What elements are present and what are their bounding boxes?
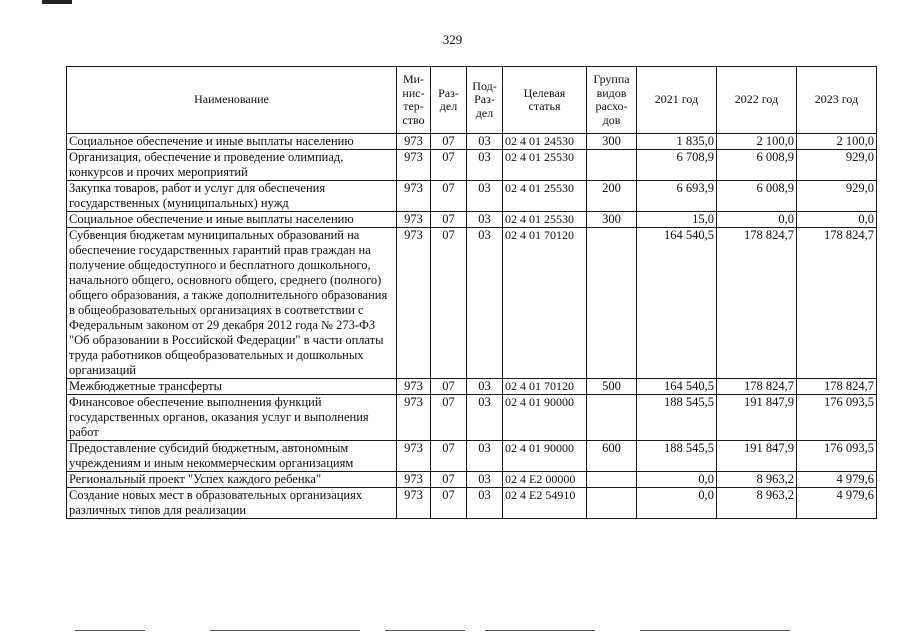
table-row [67,134,877,150]
cell-2023: 176 093,5 [797,395,877,441]
cell-subsection: 03 [467,441,503,472]
cell-expense-group: 500 [587,379,637,395]
cell-target-article: 02 4 01 24530 [503,134,587,150]
cell-expense-group [587,395,637,441]
cell-2021: 188 545,5 [637,441,717,472]
cell-target-article: 02 4 01 25530 [503,212,587,228]
cell-2022: 0,0 [717,212,797,228]
cell-section: 07 [431,379,467,395]
cell-ministry: 973 [397,212,431,228]
cell-name: Социальное обеспечение и иные выплаты населению [67,134,397,150]
cell-2022: 8 963,2 [717,488,797,519]
cell-ministry: 973 [397,134,431,150]
footer-scan-line [385,630,465,631]
cell-section: 07 [431,134,467,150]
cell-name: Субвенция бюджетам муниципальных образований на обеспечение государственных гарантий прав граждан на получение общедоступного и бесплатного дошкольного, начального общего, основного общего, среднего (полного) общего образования, а также дополнительного образования в общеобразовательных организациях в соответствии с Федеральным законом от 29 декабря 2012 года № 273-ФЗ "Об образовании в Российской Федерации" в части оплаты труда работников общеобразовательных и дошкольных организаций [67,228,397,379]
header-2021: 2021 год [637,67,717,134]
cell-2022: 8 963,2 [717,472,797,488]
cell-2022: 6 008,9 [717,181,797,212]
header-subsection: Под- Раз- дел [467,67,503,134]
cell-ministry: 973 [397,395,431,441]
cell-section: 07 [431,395,467,441]
cell-target-article: 02 4 01 90000 [503,441,587,472]
cell-ministry: 973 [397,472,431,488]
header-name: Наименование [67,67,397,134]
cell-section: 07 [431,472,467,488]
cell-2022: 191 847,9 [717,395,797,441]
header-ministry: Ми- нис- тер- ство [397,67,431,134]
table-row [67,228,877,379]
cell-expense-group: 300 [587,134,637,150]
cell-section: 07 [431,488,467,519]
cell-2022: 178 824,7 [717,379,797,395]
cell-2021: 0,0 [637,472,717,488]
cell-expense-group [587,150,637,181]
cell-section: 07 [431,181,467,212]
cell-expense-group [587,228,637,379]
cell-ministry: 973 [397,228,431,379]
table-row [67,441,877,472]
header-row [67,67,877,134]
cell-2023: 0,0 [797,212,877,228]
cell-target-article: 02 4 E2 00000 [503,472,587,488]
cell-expense-group: 600 [587,441,637,472]
table-row [67,488,877,519]
cell-name: Закупка товаров, работ и услуг для обеспечения государственных (муниципальных) нужд [67,181,397,212]
cell-2021: 164 540,5 [637,379,717,395]
table-row [67,379,877,395]
cell-subsection: 03 [467,181,503,212]
table-row [67,472,877,488]
header-2023: 2023 год [797,67,877,134]
table-row [67,212,877,228]
cell-subsection: 03 [467,395,503,441]
cell-subsection: 03 [467,134,503,150]
cell-target-article: 02 4 01 70120 [503,379,587,395]
cell-name: Социальное обеспечение и иные выплаты населению [67,212,397,228]
cell-section: 07 [431,228,467,379]
cell-2021: 6 693,9 [637,181,717,212]
cell-name: Организация, обеспечение и проведение олимпиад, конкурсов и прочих мероприятий [67,150,397,181]
cell-subsection: 03 [467,150,503,181]
table-row [67,150,877,181]
cell-ministry: 973 [397,181,431,212]
cell-2023: 178 824,7 [797,228,877,379]
cell-name: Региональный проект "Успех каждого ребенка" [67,472,397,488]
cell-2023: 4 979,6 [797,472,877,488]
cell-2023: 2 100,0 [797,134,877,150]
cell-expense-group: 200 [587,181,637,212]
cell-2022: 191 847,9 [717,441,797,472]
cell-target-article: 02 4 E2 54910 [503,488,587,519]
cell-target-article: 02 4 01 90000 [503,395,587,441]
cell-2022: 6 008,9 [717,150,797,181]
cell-2023: 176 093,5 [797,441,877,472]
cell-2021: 164 540,5 [637,228,717,379]
cell-target-article: 02 4 01 25530 [503,181,587,212]
cell-subsection: 03 [467,228,503,379]
cell-ministry: 973 [397,379,431,395]
cell-2022: 178 824,7 [717,228,797,379]
cell-2021: 15,0 [637,212,717,228]
footer-scan-line [75,630,145,631]
cell-2021: 0,0 [637,488,717,519]
header-section: Раз- дел [431,67,467,134]
cell-2021: 1 835,0 [637,134,717,150]
table-row [67,395,877,441]
cell-subsection: 03 [467,379,503,395]
cell-ministry: 973 [397,488,431,519]
footer-scan-line [210,630,360,631]
header-target-article: Целевая статья [503,67,587,134]
footer-scan-line [640,630,790,631]
cell-name: Межбюджетные трансферты [67,379,397,395]
cell-subsection: 03 [467,212,503,228]
footer-scan-line [485,630,595,631]
header-2022: 2022 год [717,67,797,134]
cell-2021: 188 545,5 [637,395,717,441]
cell-section: 07 [431,441,467,472]
cell-section: 07 [431,150,467,181]
cell-2023: 4 979,6 [797,488,877,519]
cell-expense-group [587,472,637,488]
cell-2021: 6 708,9 [637,150,717,181]
cell-ministry: 973 [397,150,431,181]
cell-expense-group [587,488,637,519]
table-row [67,181,877,212]
cell-section: 07 [431,212,467,228]
cell-2023: 929,0 [797,181,877,212]
cell-2023: 929,0 [797,150,877,181]
cell-name: Создание новых мест в образовательных организациях различных типов для реализации [67,488,397,519]
cell-expense-group: 300 [587,212,637,228]
cell-target-article: 02 4 01 70120 [503,228,587,379]
cell-2022: 2 100,0 [717,134,797,150]
budget-table [66,66,877,519]
cell-2023: 178 824,7 [797,379,877,395]
scan-corner-mark [42,0,72,4]
cell-name: Финансовое обеспечение выполнения функций государственных органов, оказания услуг и выполнения работ [67,395,397,441]
cell-ministry: 973 [397,441,431,472]
cell-target-article: 02 4 01 25530 [503,150,587,181]
cell-subsection: 03 [467,488,503,519]
header-expense-group: Группа видов расхо- дов [587,67,637,134]
cell-name: Предоставление субсидий бюджетным, автономным учреждениям и иным некоммерческим организациям [67,441,397,472]
page-number: 329 [442,32,463,47]
cell-subsection: 03 [467,472,503,488]
